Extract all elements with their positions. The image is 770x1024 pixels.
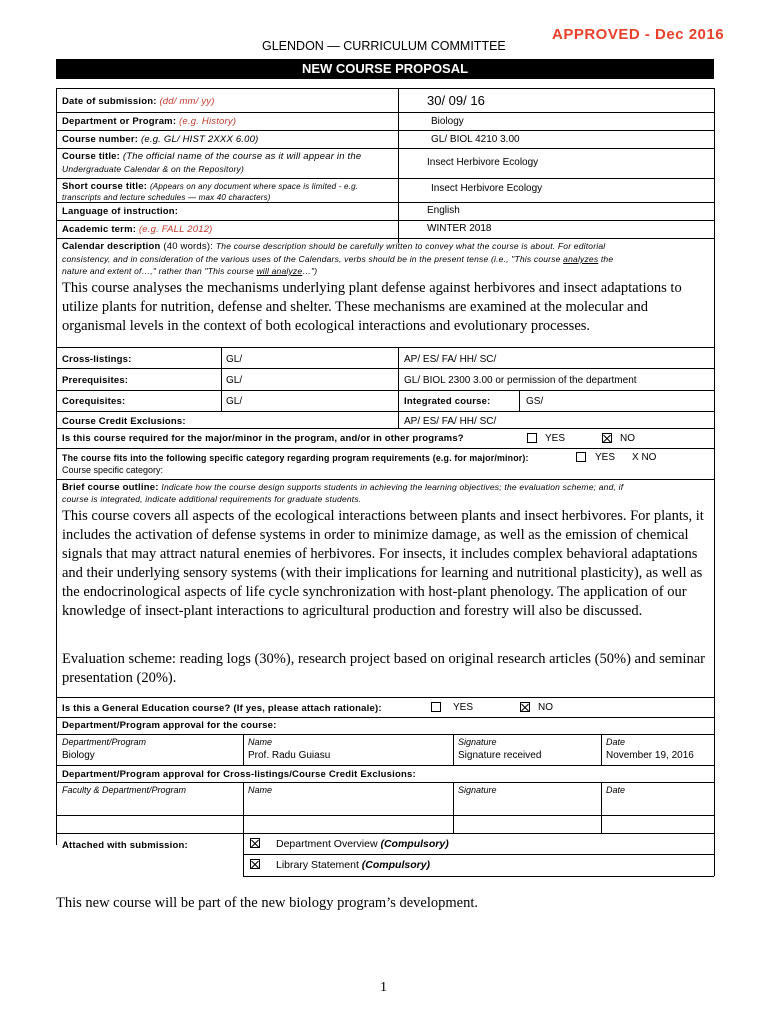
col-department: Department/Program: [62, 737, 147, 747]
exclusions-value: AP/ ES/ FA/ HH/ SC/: [404, 416, 497, 427]
gened-question: Is this a General Education course? (If yes, please attach rationale):: [62, 703, 382, 714]
language-label: Language of instruction:: [62, 206, 179, 217]
approval-title: Department/Program approval for the course:: [62, 720, 277, 731]
required-question: Is this course required for the major/minor in the program, and/or in other programs?: [62, 433, 464, 444]
integrated-course-value: GS/: [526, 396, 544, 407]
library-statement-checkbox[interactable]: [250, 859, 260, 869]
category-yes-label: YES: [595, 452, 616, 463]
cross-listings-gl: GL/: [226, 354, 243, 365]
required-no-label: NO: [620, 433, 635, 444]
date-label: Date of submission: (dd/ mm/ yy): [62, 96, 215, 107]
attached-label: Attached with submission:: [62, 840, 188, 851]
committee-heading: GLENDON — CURRICULUM COMMITTEE: [262, 39, 506, 53]
gened-yes-checkbox[interactable]: [431, 702, 441, 712]
course-number-label: Course number: (e.g. GL/ HIST 2XXX 6.00): [62, 134, 259, 145]
required-yes-label: YES: [545, 433, 566, 444]
library-statement-label: Library Statement (Compulsory): [276, 859, 431, 871]
short-title-label: Short course title: (Appears on any document where space is limited - e.g.: [62, 181, 359, 192]
course-title-hint: Undergraduate Calendar & on the Repository): [62, 164, 245, 174]
cross-listings-label: Cross-listings:: [62, 354, 132, 365]
corequisites-gl: GL/: [226, 396, 243, 407]
course-specific-category: Course specific category:: [62, 465, 164, 475]
approval-date: November 19, 2016: [606, 750, 694, 761]
gened-no-checkbox[interactable]: [520, 702, 530, 712]
approval-signature: Signature received: [458, 750, 542, 761]
course-title-value: Insect Herbivore Ecology: [427, 157, 539, 168]
col-date: Date: [606, 737, 626, 747]
short-title-value: Insect Herbivore Ecology: [431, 183, 543, 194]
integrated-course-label: Integrated course:: [404, 396, 491, 407]
prerequisites-other: GL/ BIOL 2300 3.00 or permission of the department: [404, 375, 637, 386]
course-title-label: Course title: (The official name of the course as it will appear in the: [62, 151, 362, 162]
category-question: The course fits into the following specific category regarding program requirements (e.g. for major/minor):: [62, 453, 529, 463]
dept-overview-label: Department Overview (Compulsory): [276, 838, 449, 850]
calendar-note-2: consistency, and in consideration of the various uses of the Calendars, verbs should be in the present tense (i.e., "This course analyzes the: [62, 254, 614, 264]
footer-note: This new course will be part of the new biology program’s development.: [56, 895, 479, 911]
dept-overview-checkbox[interactable]: [250, 838, 260, 848]
col-name: Name: [248, 737, 273, 747]
approved-stamp: APPROVED - Dec 2016: [552, 26, 725, 43]
cross-listings-other: AP/ ES/ FA/ HH/ SC/: [404, 354, 497, 365]
approval-name: Prof. Radu Guiasu: [248, 750, 331, 761]
short-title-hint: transcripts and lecture schedules — max 40 characters): [62, 193, 271, 202]
course-number-value: GL/ BIOL 4210 3.00: [431, 134, 520, 145]
brief-outline-note: course is integrated, indicate additional requirements for graduate students.: [62, 494, 362, 504]
date-value: 30/ 09/ 16: [427, 93, 485, 108]
exclusions-label: Course Credit Exclusions:: [62, 416, 186, 427]
required-no-checkbox[interactable]: [602, 433, 612, 443]
gened-yes-label: YES: [453, 702, 474, 713]
approval-dept: Biology: [62, 750, 95, 761]
gened-no-label: NO: [538, 702, 553, 713]
term-label: Academic term: (e.g. FALL 2012): [62, 224, 213, 235]
category-yes-checkbox[interactable]: [576, 452, 586, 462]
col2-date: Date: [606, 785, 626, 795]
category-no-label: X NO: [632, 452, 657, 463]
department-label: Department or Program: (e.g. History): [62, 116, 237, 127]
approval2-title: Department/Program approval for Cross-listings/Course Credit Exclusions:: [62, 769, 416, 780]
term-value: WINTER 2018: [427, 223, 492, 234]
prerequisites-gl: GL/: [226, 375, 243, 386]
language-value: English: [427, 205, 460, 216]
prerequisites-label: Prerequisites:: [62, 375, 129, 386]
col2-signature: Signature: [458, 785, 497, 795]
col2-department: Faculty & Department/Program: [62, 785, 187, 795]
calendar-description-text: This course analyses the mechanisms underlying plant defense against herbivores and insect adaptations to utilize plants for nutrition, defense and shelter. These mechanisms are examined at the molecular and organismal levels in the context of both ecological interactions and evolutionary processes.: [62, 280, 682, 334]
form-title: NEW COURSE PROPOSAL: [56, 59, 714, 79]
calendar-label: Calendar description (40 words): The course description should be carefully written to convey what the course is about. For editorial: [62, 241, 606, 252]
calendar-note-3: nature and extent of…," rather than "This course will analyze…"): [62, 266, 318, 276]
department-value: Biology: [431, 116, 464, 127]
required-yes-checkbox[interactable]: [527, 433, 537, 443]
brief-outline-text: This course covers all aspects of the ecological interactions between plants and insect herbivores. For plants, it includes the activation of defense systems in order to minimize damage, as well as the emission of chemical signals that may attract natural enemies of herbivores. For insects, it includes complex behavioral adaptations and their underlying sensory systems (with their implications for learning and nutritional plasticity), as well as the endocrinological aspects of life cycle synchronization with host-plant phenology. The application of our knowledge of insect-plant interactions to agricultural production and forestry will also be discussed.: [62, 508, 704, 619]
brief-outline-label: Brief course outline: Indicate how the course design supports students in achieving the learning objectives; the evaluation scheme; and, if: [62, 482, 624, 493]
col-signature: Signature: [458, 737, 497, 747]
evaluation-scheme-text: Evaluation scheme: reading logs (30%), research project based on original research articles (50%) and seminar presentation (20%).: [62, 651, 705, 686]
corequisites-label: Corequisites:: [62, 396, 126, 407]
page-number: 1: [380, 980, 387, 995]
col2-name: Name: [248, 785, 273, 795]
